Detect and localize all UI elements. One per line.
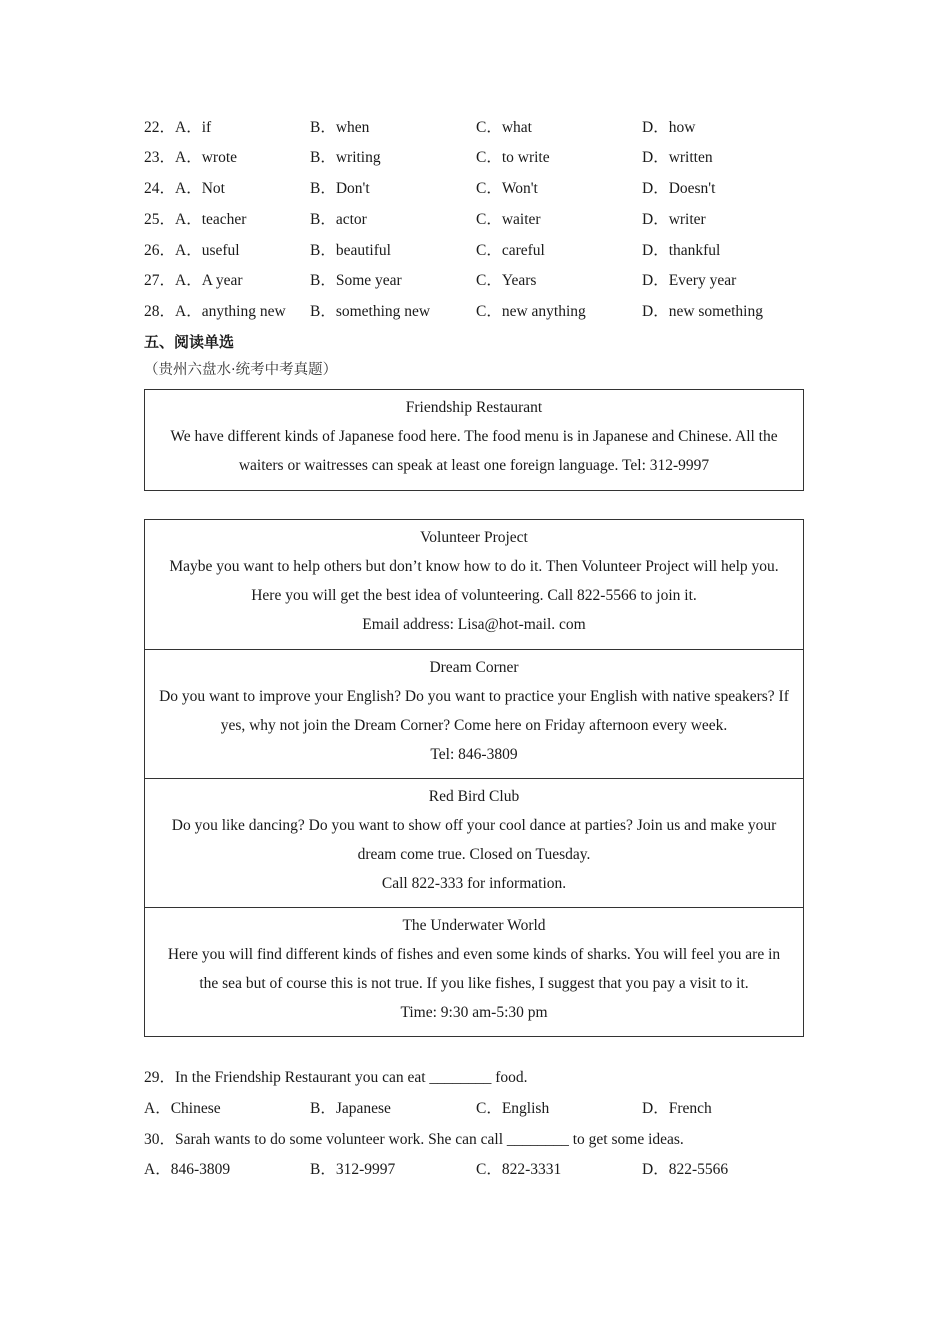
option-c: C．careful [476,242,545,259]
option-d: D．Every year [642,272,737,289]
option-row-26 [144,241,814,272]
question-29-stem: 29．In the Friendship Restaurant you can eat ________ food. [144,1069,528,1086]
option-c: C．to write [476,149,550,166]
option-a: 24．A．Not [144,180,225,197]
option-row-25 [144,210,814,241]
option-row-27 [144,271,814,302]
option-d: D．822-5566 [642,1161,729,1178]
question-30-options [144,1160,814,1191]
option-row-24 [144,179,814,210]
ad-body: Do you like dancing? Do you want to show off your cool dance at parties? Join us and make your dream come true. Closed on Tuesday. [171,817,777,863]
option-row-23 [144,148,814,179]
ad-volunteer-project [145,520,803,649]
option-a: A．Chinese [144,1100,221,1117]
option-b: B．writing [310,149,381,166]
option-c: C．Won't [476,180,538,197]
option-a: 23．A．wrote [144,149,238,166]
option-d: D．writer [642,211,706,228]
option-a: 26．A．useful [144,242,240,259]
option-c: C．English [476,1100,550,1117]
ad-contact: Tel: 846-3809 [430,746,518,763]
ad-red-bird-club [145,778,803,907]
question-30-stem: 30．Sarah wants to do some volunteer work. She can call ________ to get some ideas. [144,1131,684,1148]
source-note: （贵州六盘水·统考中考真题） [144,362,338,378]
option-c: C．new anything [476,303,586,320]
ad-friendship-restaurant [144,389,804,491]
option-d: D．written [642,149,713,166]
option-row-28 [144,302,814,333]
option-b: B．when [310,119,370,136]
ad-table [144,519,804,1037]
option-a: 25．A．teacher [144,211,247,228]
option-c: C．822-3331 [476,1161,562,1178]
ad-contact: Time: 9:30 am-5:30 pm [400,1004,548,1021]
option-b: B．something new [310,303,431,320]
question-29-options [144,1099,814,1130]
option-a: 22．A．if [144,119,212,136]
option-c: C．what [476,119,532,136]
option-row-22 [144,118,814,149]
option-a: A．846-3809 [144,1161,231,1178]
option-b: B．beautiful [310,242,391,259]
option-c: C．waiter [476,211,541,228]
option-a: 27．A．A year [144,272,243,289]
ad-body: Maybe you want to help others but don’t know how to do it. Then Volunteer Project will help you. Here you will get the best idea of volunteering. Call 822-5566 to join it. [169,558,779,604]
ad-title: Volunteer Project [420,529,528,546]
option-d: D．French [642,1100,712,1117]
option-b: B．Japanese [310,1100,391,1117]
section-title: 五、阅读单选 [144,333,235,351]
ad-contact: Call 822-333 for information. [381,875,567,892]
option-b: B．312-9997 [310,1161,396,1178]
ad-underwater-world [145,907,803,1036]
option-b: B．Don't [310,180,370,197]
option-a: 28．A．anything new [144,303,286,320]
ad-body: Do you want to improve your English? Do you want to practice your English with native speakers? If yes, why not join the Dream Corner? Come here on Friday afternoon every week. [159,688,789,734]
option-d: D．Doesn't [642,180,716,197]
ad-body: We have different kinds of Japanese food here. The food menu is in Japanese and Chinese. All the waiters or waitresses can speak at least one foreign language. Tel: 312-9997 [170,428,778,474]
ad-body: Here you will find different kinds of fishes and even some kinds of sharks. You will feel you are in the sea but of course this is not true. If you like fishes, I suggest that you pay a visit to it. [167,946,781,992]
option-b: B．Some year [310,272,402,289]
option-d: D．thankful [642,242,721,259]
ad-title: The Underwater World [402,917,546,934]
ad-cell [145,390,803,484]
ad-title: Dream Corner [429,659,519,676]
ad-contact: Email address: Lisa@hot-mail. com [362,616,586,633]
option-d: D．how [642,119,696,136]
ad-dream-corner [145,649,803,778]
option-b: B．actor [310,211,367,228]
option-d: D．new something [642,303,763,320]
option-c: C．Years [476,272,537,289]
ad-title: Red Bird Club [428,788,520,805]
ad-title: Friendship Restaurant [405,399,543,416]
